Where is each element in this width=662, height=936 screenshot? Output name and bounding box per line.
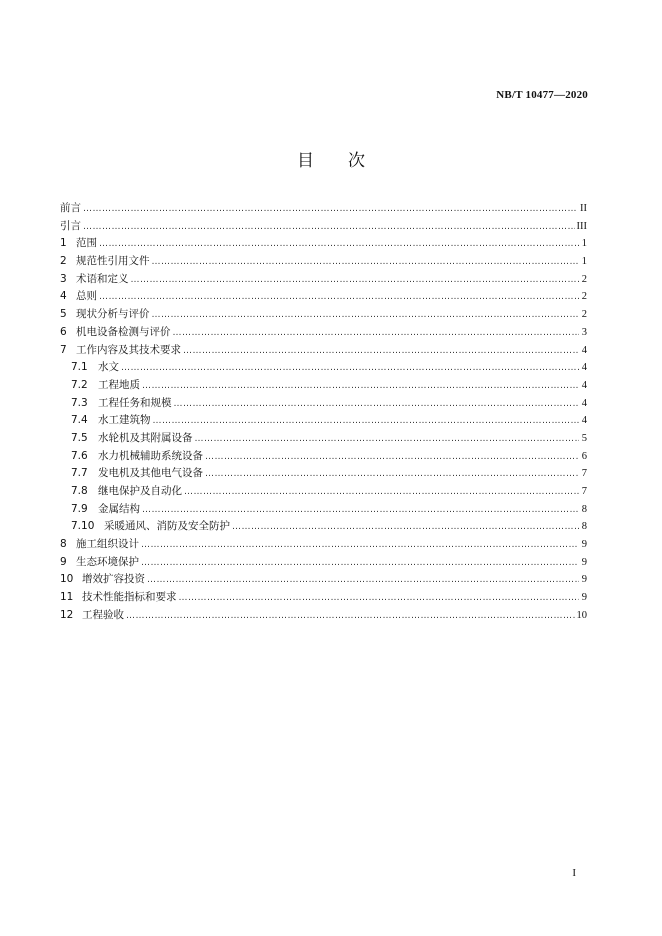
toc-leader-dots: [232, 522, 579, 532]
toc-entry[interactable]: [60, 607, 587, 625]
toc-entry-number: 12: [60, 608, 74, 621]
toc-leader-dots: [205, 469, 579, 479]
toc-leader-dots: [83, 204, 578, 214]
toc-entry-title: 水工建筑物: [98, 414, 151, 427]
toc-entry[interactable]: [60, 412, 587, 430]
toc-entry-number: 3: [60, 272, 67, 285]
toc-entry[interactable]: [60, 465, 587, 483]
toc-entry-title: 总则: [76, 290, 97, 303]
toc-entry-title: 范围: [76, 237, 97, 250]
toc-entry[interactable]: [60, 288, 587, 306]
toc-leader-dots: [99, 239, 579, 249]
toc-entry-number: 7.10: [71, 520, 95, 533]
toc-leader-dots: [141, 540, 579, 550]
toc-entry-number: 1: [60, 237, 67, 250]
toc-entry[interactable]: [60, 501, 587, 519]
toc-entry[interactable]: [60, 536, 587, 554]
toc-entry-title: 施工组织设计: [76, 538, 139, 551]
toc-entry-title: 技术性能指标和要求: [82, 591, 177, 604]
toc-leader-dots: [141, 558, 579, 568]
toc-entry-page: 1: [581, 238, 587, 250]
toc-entry-title: 机电设备检测与评价: [76, 325, 171, 338]
toc-leader-dots: [174, 399, 580, 409]
toc-entry-page: 4: [581, 397, 587, 409]
toc-entry-title: 水力机械辅助系统设备: [98, 449, 203, 462]
toc-leader-dots: [126, 611, 575, 621]
toc-entry-page: 2: [581, 273, 587, 285]
toc-entry[interactable]: [60, 448, 587, 466]
toc-entry-page: 5: [581, 432, 587, 444]
toc-entry[interactable]: [60, 377, 587, 395]
toc-entry-number: 7.6: [71, 449, 88, 462]
toc-leader-dots: [153, 416, 580, 426]
toc-entry-number: 6: [60, 325, 67, 338]
toc-entry[interactable]: [60, 589, 587, 607]
toc-entry-page: III: [576, 220, 587, 232]
toc-entry-page: 9: [581, 592, 587, 604]
toc-entry-page: 3: [581, 326, 587, 338]
toc-entry[interactable]: [60, 253, 587, 271]
toc-entry-title: 工作内容及其技术要求: [76, 343, 181, 356]
toc-entry-page: 7: [581, 468, 587, 480]
page-title: [0, 146, 662, 171]
toc-entry-title: 水轮机及其附属设备: [98, 431, 193, 444]
toc-leader-dots: [131, 275, 580, 285]
toc-entry-number: 7.2: [71, 378, 88, 391]
toc-entry[interactable]: [60, 430, 587, 448]
toc-entry[interactable]: [60, 483, 587, 501]
toc-entry-number: 2: [60, 255, 67, 268]
toc-entry-page: 9: [581, 574, 587, 586]
toc-leader-dots: [173, 328, 580, 338]
toc-entry-page: 8: [581, 503, 587, 515]
toc-entry-title: 采暖通风、消防及安全防护: [104, 520, 230, 533]
toc-entry-title: 水文: [98, 361, 119, 374]
toc-entry[interactable]: [60, 218, 587, 236]
toc-entry-page: 2: [581, 291, 587, 303]
toc-entry-title: 生态环境保护: [76, 555, 139, 568]
toc-entry-page: 9: [581, 556, 587, 568]
toc-leader-dots: [142, 505, 579, 515]
toc-leader-dots: [142, 381, 579, 391]
toc-entry[interactable]: [60, 518, 587, 536]
toc-entry-number: 7.7: [71, 467, 88, 480]
toc-entry-page: 4: [581, 344, 587, 356]
toc-entry-number: 5: [60, 308, 67, 321]
toc-entry-page: 4: [581, 362, 587, 374]
toc-entry[interactable]: [60, 554, 587, 572]
toc-entry-number: 7.3: [71, 396, 88, 409]
toc-leader-dots: [147, 575, 579, 585]
toc-entry[interactable]: [60, 571, 587, 589]
toc-entry[interactable]: [60, 235, 587, 253]
toc-entry[interactable]: [60, 324, 587, 342]
toc-leader-dots: [183, 346, 579, 356]
toc-entry-page: 7: [581, 486, 587, 497]
toc-entry-title: 前言: [60, 202, 81, 214]
toc-entry-number: 7.4: [71, 414, 88, 427]
table-of-contents: [60, 200, 587, 625]
toc-entry-page: II: [580, 203, 587, 214]
toc-entry[interactable]: [60, 200, 587, 218]
toc-entry[interactable]: [60, 342, 587, 360]
toc-leader-dots: [152, 310, 580, 320]
toc-leader-dots: [205, 452, 579, 462]
toc-entry-page: 8: [581, 521, 587, 533]
toc-entry-number: 8: [60, 538, 67, 551]
toc-leader-dots: [121, 363, 579, 373]
toc-entry-number: 7.9: [71, 502, 88, 515]
toc-leader-dots: [195, 434, 580, 444]
toc-entry[interactable]: [60, 359, 587, 377]
toc-entry-number: 10: [60, 573, 74, 586]
toc-entry-page: 2: [581, 309, 587, 321]
standard-number: NB/T 10477—2020: [496, 89, 588, 101]
toc-entry-title: 增效扩容投资: [82, 573, 145, 586]
toc-leader-dots: [179, 593, 580, 603]
toc-entry-title: 继电保护及自动化: [98, 485, 182, 497]
page-number: I: [572, 867, 576, 879]
toc-leader-dots: [152, 257, 580, 267]
toc-entry-page: 4: [581, 379, 587, 391]
toc-entry-number: 7.8: [71, 485, 88, 497]
toc-entry-title: 工程任务和规模: [98, 396, 172, 409]
toc-entry-title: 金属结构: [98, 502, 140, 515]
toc-entry-title: 现状分析与评价: [76, 308, 150, 321]
toc-entry-title: 发电机及其他电气设备: [98, 467, 203, 480]
toc-entry-number: 11: [60, 591, 74, 604]
toc-entry[interactable]: [60, 395, 587, 413]
title-char-1: 目: [297, 151, 314, 171]
toc-entry-title: 工程验收: [82, 608, 124, 621]
toc-entry-number: 7.5: [71, 431, 88, 444]
toc-entry-page: 9: [581, 539, 587, 551]
toc-entry-number: 7: [60, 343, 67, 356]
toc-entry-page: 6: [581, 450, 587, 462]
toc-entry-title: 规范性引用文件: [76, 255, 150, 268]
toc-leader-dots: [99, 292, 579, 302]
toc-leader-dots: [83, 222, 575, 232]
toc-entry-page: 4: [581, 415, 587, 427]
toc-entry-page: 10: [576, 609, 587, 621]
toc-entry-title: 术语和定义: [76, 272, 129, 285]
toc-leader-dots: [184, 487, 579, 497]
toc-entry-title: 引言: [60, 219, 81, 232]
toc-entry-number: 9: [60, 555, 67, 568]
toc-entry[interactable]: [60, 271, 587, 289]
toc-entry-number: 7.1: [71, 361, 88, 374]
toc-entry[interactable]: [60, 306, 587, 324]
toc-entry-page: 1: [581, 256, 587, 268]
title-char-2: 次: [348, 151, 365, 171]
toc-entry-title: 工程地质: [98, 378, 140, 391]
toc-entry-number: 4: [60, 290, 67, 303]
